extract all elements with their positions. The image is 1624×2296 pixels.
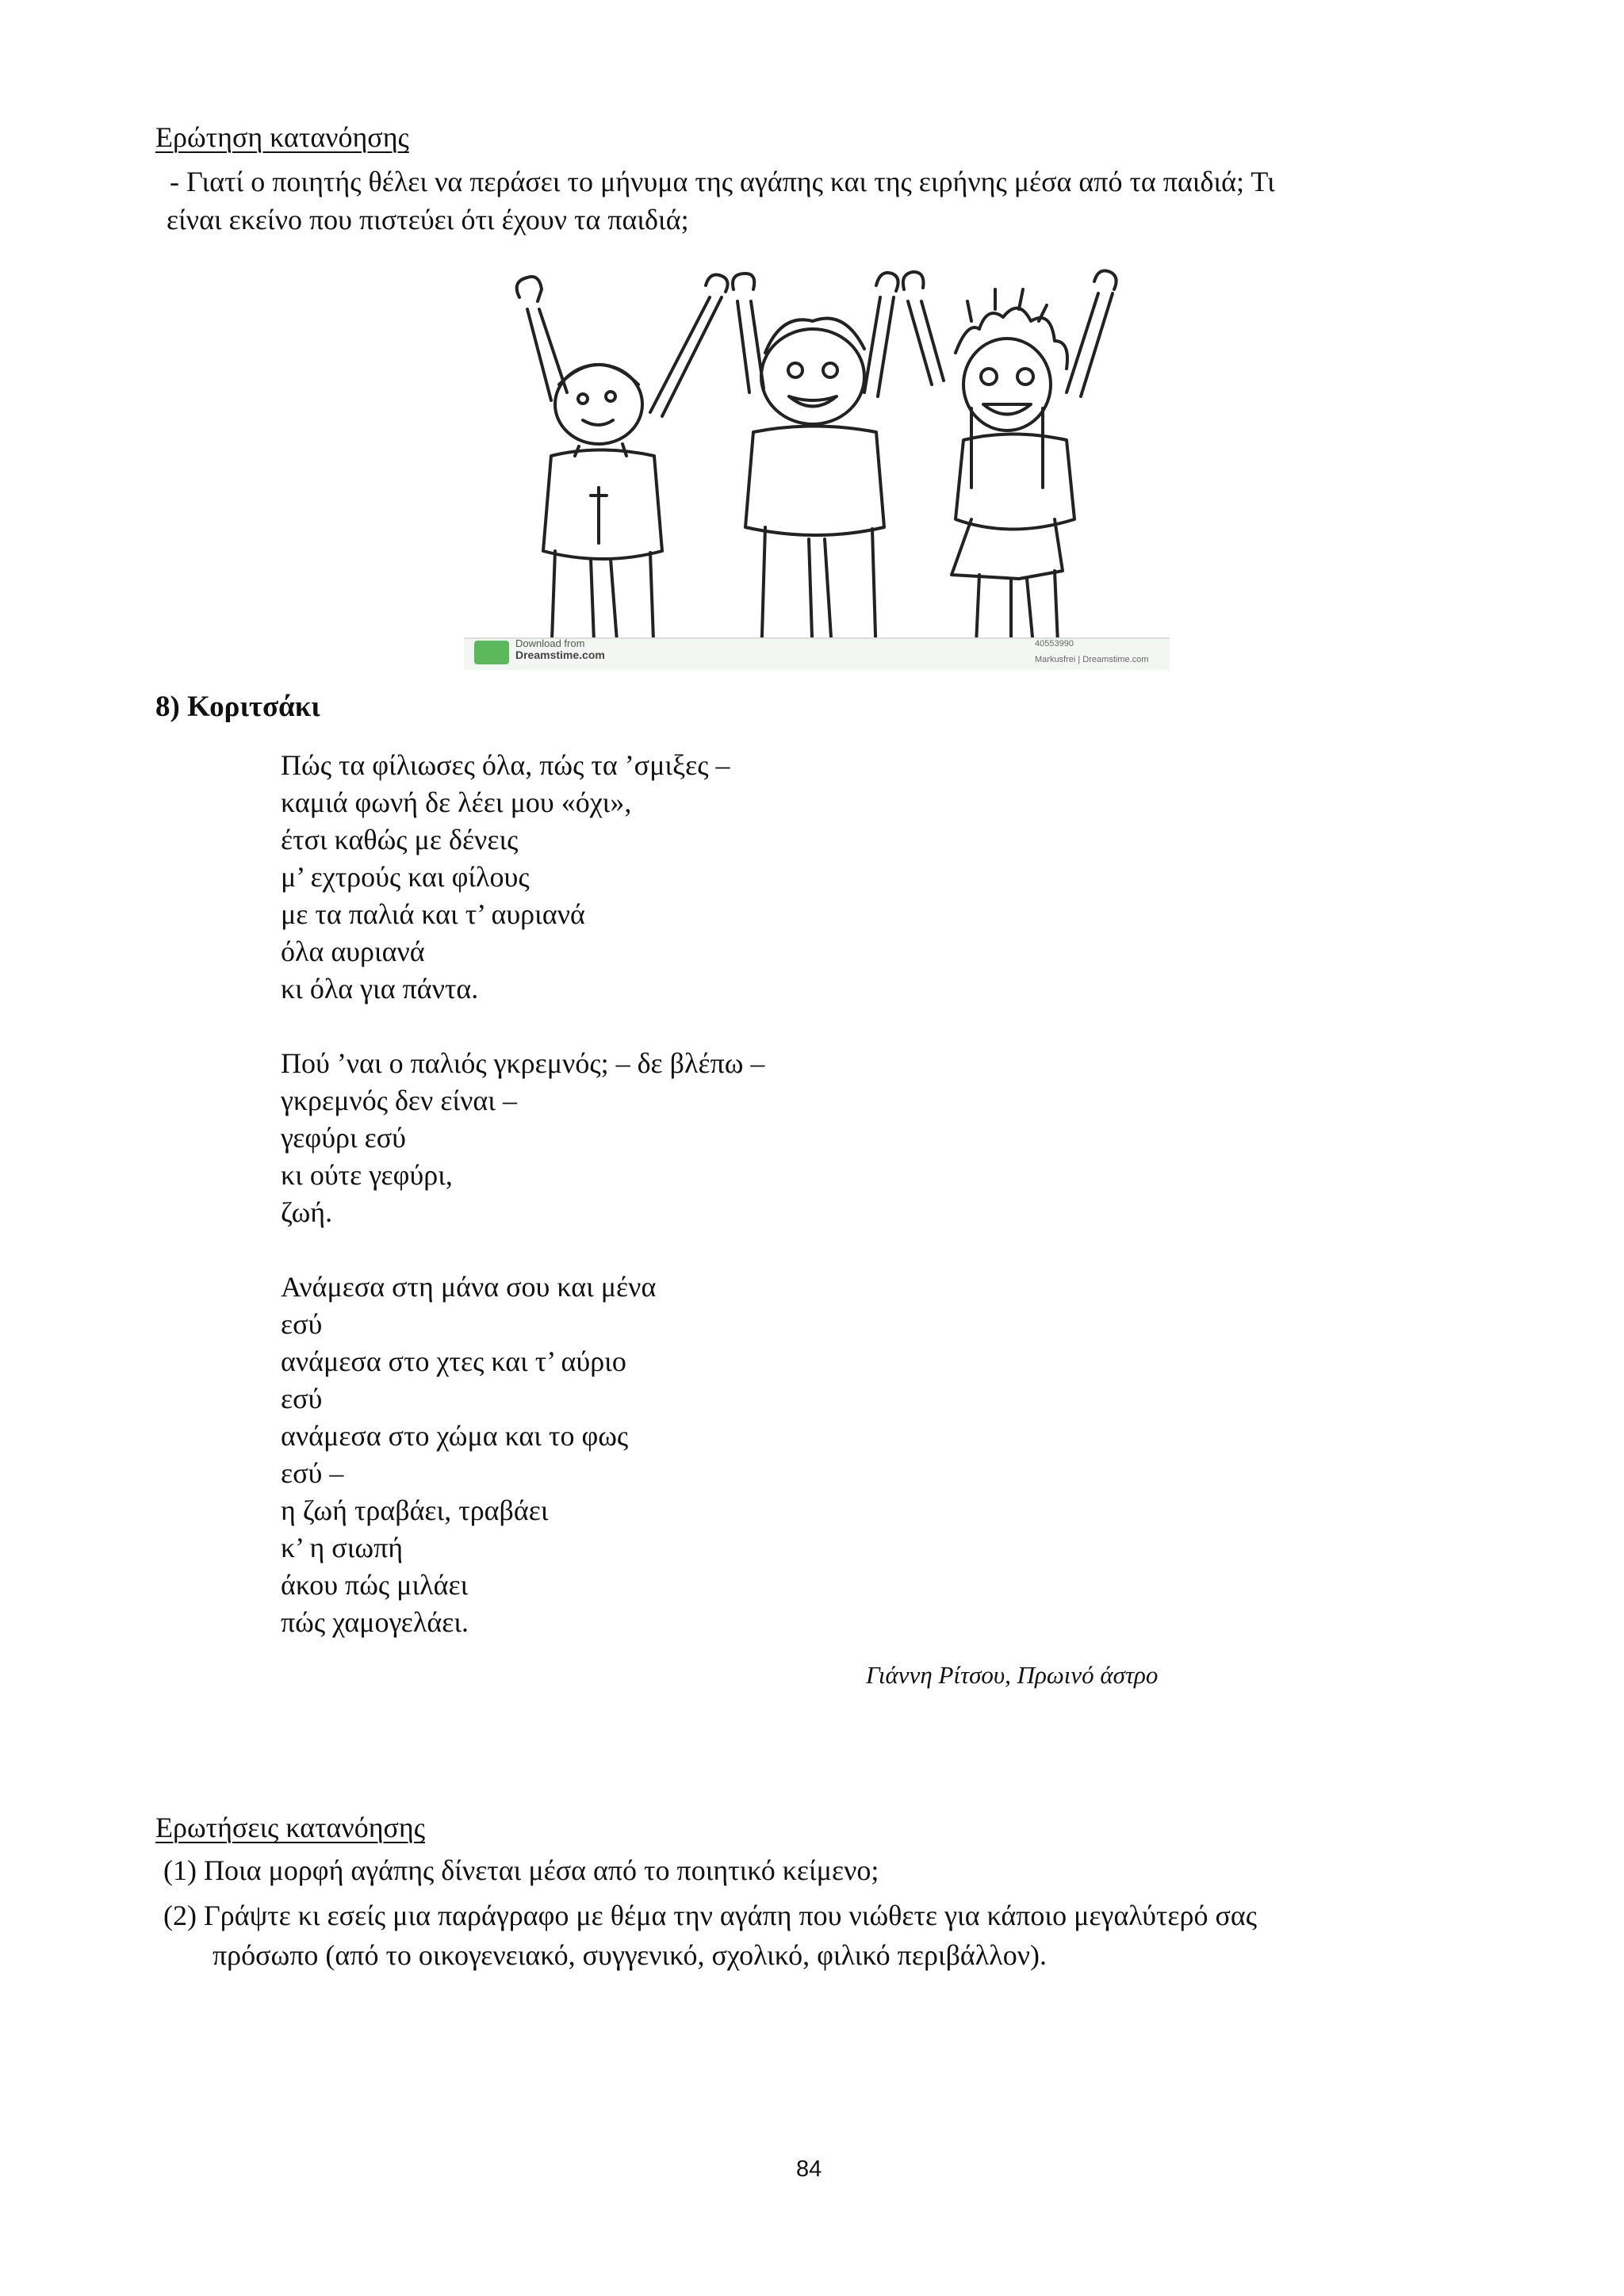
poem-line: Ανάμεσα στη μάνα σου και μένα xyxy=(281,1271,657,1303)
dreamstime-logo-icon xyxy=(474,641,509,664)
children-holding-hands-illustration xyxy=(464,266,1170,670)
poem-line: γεφύρι εσύ xyxy=(281,1122,407,1154)
poem-line: εσύ xyxy=(281,1383,323,1414)
question-text-line2: είναι εκείνο που πιστεύει ότι έχουν τα παιδιά; xyxy=(167,204,689,235)
poem-line: γκρεμνός δεν είναι – xyxy=(281,1085,517,1116)
poem-line: κ’ η σιωπή xyxy=(281,1532,404,1563)
watermark-credit: Markusfrei | Dreamstime.com xyxy=(1035,655,1149,664)
poem-line: ζωή. xyxy=(281,1196,333,1228)
poem-heading: 8) Κοριτσάκι xyxy=(155,691,320,723)
poem-line: ανάμεσα στο χώμα και το φως xyxy=(281,1420,629,1452)
poem-line: Πού ’ναι ο παλιός γκρεμνός; – δε βλέπω – xyxy=(281,1047,765,1079)
question-heading: Ερώτηση κατανόησης xyxy=(155,121,409,153)
page-number: 84 xyxy=(796,2156,822,2182)
poem-line: με τα παλιά και τ’ αυριανά xyxy=(281,898,585,930)
poem-line: κι όλα για πάντα. xyxy=(281,973,479,1004)
poem-line: μ’ εχτρούς και φίλους xyxy=(281,861,530,893)
stanza-gap xyxy=(281,1008,764,1045)
questions-heading: Ερωτήσεις κατανόησης xyxy=(155,1812,426,1843)
poem-line: εσύ xyxy=(281,1308,323,1340)
poem-line: εσύ – xyxy=(281,1457,344,1489)
poem-line: κι ούτε γεφύρι, xyxy=(281,1159,453,1191)
poem-line: όλα αυριανά xyxy=(281,936,425,967)
poem-line: καμιά φωνή δε λέει μου «όχι», xyxy=(281,786,632,818)
poem-body xyxy=(281,747,764,1641)
watermark-download-from: Download from xyxy=(515,637,585,649)
question-1: (1) Ποια μορφή αγάπης δίνεται μέσα από το ποιητικό κείμενο; xyxy=(163,1854,879,1886)
poem-line: ανάμεσα στο χτες και τ’ αύριο xyxy=(281,1345,626,1377)
question-2-line2: πρόσωπο (από το οικογενειακό, συγγενικό, σχολικό, φιλικό περιβάλλον). xyxy=(213,1939,1047,1971)
poem-line: έτσι καθώς με δένεις xyxy=(281,824,519,855)
poem-line: πώς χαμογελάει. xyxy=(281,1606,469,1638)
poem-attribution: Γιάννη Ρίτσου, Πρωινό άστρο xyxy=(866,1661,1159,1689)
question-text-line1: - Γιατί ο ποιητής θέλει να περάσει το μήνυμα της αγάπης και της ειρήνης μέσα από τα παιδιά; Τι xyxy=(170,166,1275,197)
poem-line: άκου πώς μιλάει xyxy=(281,1569,469,1601)
watermark-image-id: 40553990 xyxy=(1035,639,1074,649)
watermark-site: Dreamstime.com xyxy=(515,649,605,661)
poem-line: Πώς τα φίλιωσες όλα, πώς τα ’σμιξες – xyxy=(281,749,730,781)
question-2-line1: (2) Γράψτε κι εσείς μια παράγραφο με θέμα την αγάπη που νιώθετε για κάποιο μεγαλύτερό σας xyxy=(163,1900,1258,1931)
stanza-gap xyxy=(281,1231,764,1269)
poem-line: η ζωή τραβάει, τραβάει xyxy=(281,1494,549,1526)
